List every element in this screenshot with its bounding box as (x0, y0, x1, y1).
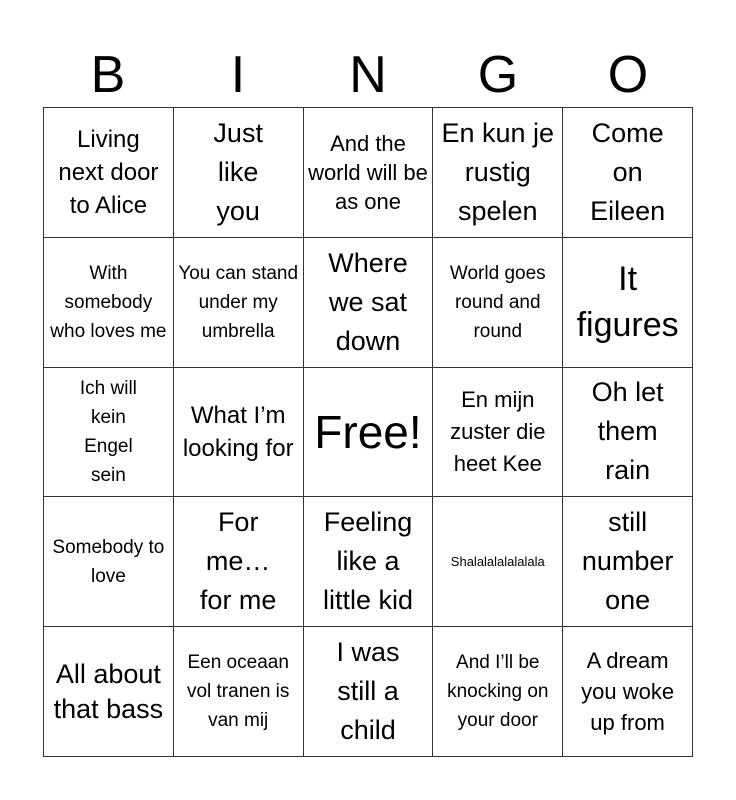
bingo-cell[interactable] (563, 627, 693, 757)
bingo-cell[interactable] (433, 238, 563, 368)
cell-text: What I’m looking for (182, 401, 294, 462)
cell-text: Free! (314, 405, 422, 458)
header-letter-b: B (90, 46, 126, 104)
cell-text: It figures (576, 260, 679, 345)
bingo-cell[interactable] (433, 108, 563, 238)
bingo-cell[interactable] (174, 368, 304, 498)
bingo-cell[interactable] (433, 497, 563, 627)
cell-text: For me… for me (199, 507, 277, 616)
cell-text: Living next door to Alice (58, 125, 159, 219)
cell-text: I was still a child (336, 637, 400, 746)
cell-text: En mijn zuster die heet Kee (450, 386, 546, 476)
bingo-cell[interactable] (433, 368, 563, 498)
cell-text: Feeling like a little kid (322, 507, 413, 616)
bingo-cell[interactable] (44, 238, 174, 368)
cell-text: Een oceaan vol tranen is van mij (186, 652, 290, 732)
header-letter-o: O (607, 46, 649, 104)
cell-text: En kun je rustig spelen (441, 117, 555, 226)
cell-text: Just like you (213, 117, 263, 226)
bingo-cell[interactable] (563, 238, 693, 368)
bingo-cell[interactable] (44, 627, 174, 757)
bingo-header (43, 42, 693, 108)
header-letter-i: I (230, 46, 246, 104)
bingo-cell[interactable] (174, 108, 304, 238)
cell-text: Come on Eileen (590, 117, 666, 226)
free-cell[interactable] (304, 368, 434, 498)
bingo-cell[interactable] (304, 238, 434, 368)
bingo-grid (43, 107, 693, 757)
bingo-cell[interactable] (174, 627, 304, 757)
bingo-cell[interactable] (174, 497, 304, 627)
cell-text: still number one (581, 507, 674, 616)
bingo-cell[interactable] (44, 497, 174, 627)
cell-text: You can stand under my umbrella (178, 262, 299, 342)
bingo-cell[interactable] (563, 497, 693, 627)
bingo-cell[interactable] (304, 108, 434, 238)
cell-text: A dream you woke up from (581, 648, 675, 736)
bingo-cell[interactable] (174, 238, 304, 368)
cell-text: With somebody who loves me (50, 262, 167, 342)
bingo-cell[interactable] (304, 497, 434, 627)
bingo-cell[interactable] (433, 627, 563, 757)
bingo-cell[interactable] (563, 108, 693, 238)
header-letter-n: N (349, 46, 387, 104)
cell-text: And the world will be as one (308, 130, 428, 214)
cell-text: Where we sat down (328, 247, 408, 356)
bingo-cell[interactable] (563, 368, 693, 498)
cell-text: All about that bass (53, 658, 164, 724)
cell-text: Ich will kein Engel sein (79, 377, 137, 486)
cell-text: Oh let them rain (591, 377, 664, 486)
bingo-cell[interactable] (44, 368, 174, 498)
cell-text: And I’ll be knocking on your door (447, 652, 549, 732)
cell-text: World goes round and round (449, 262, 546, 342)
cell-text: Shalalalalalalala (450, 553, 545, 569)
bingo-cell[interactable] (304, 627, 434, 757)
header-letter-g: G (477, 46, 519, 104)
cell-text: Somebody to love (52, 536, 165, 587)
bingo-cell[interactable] (44, 108, 174, 238)
